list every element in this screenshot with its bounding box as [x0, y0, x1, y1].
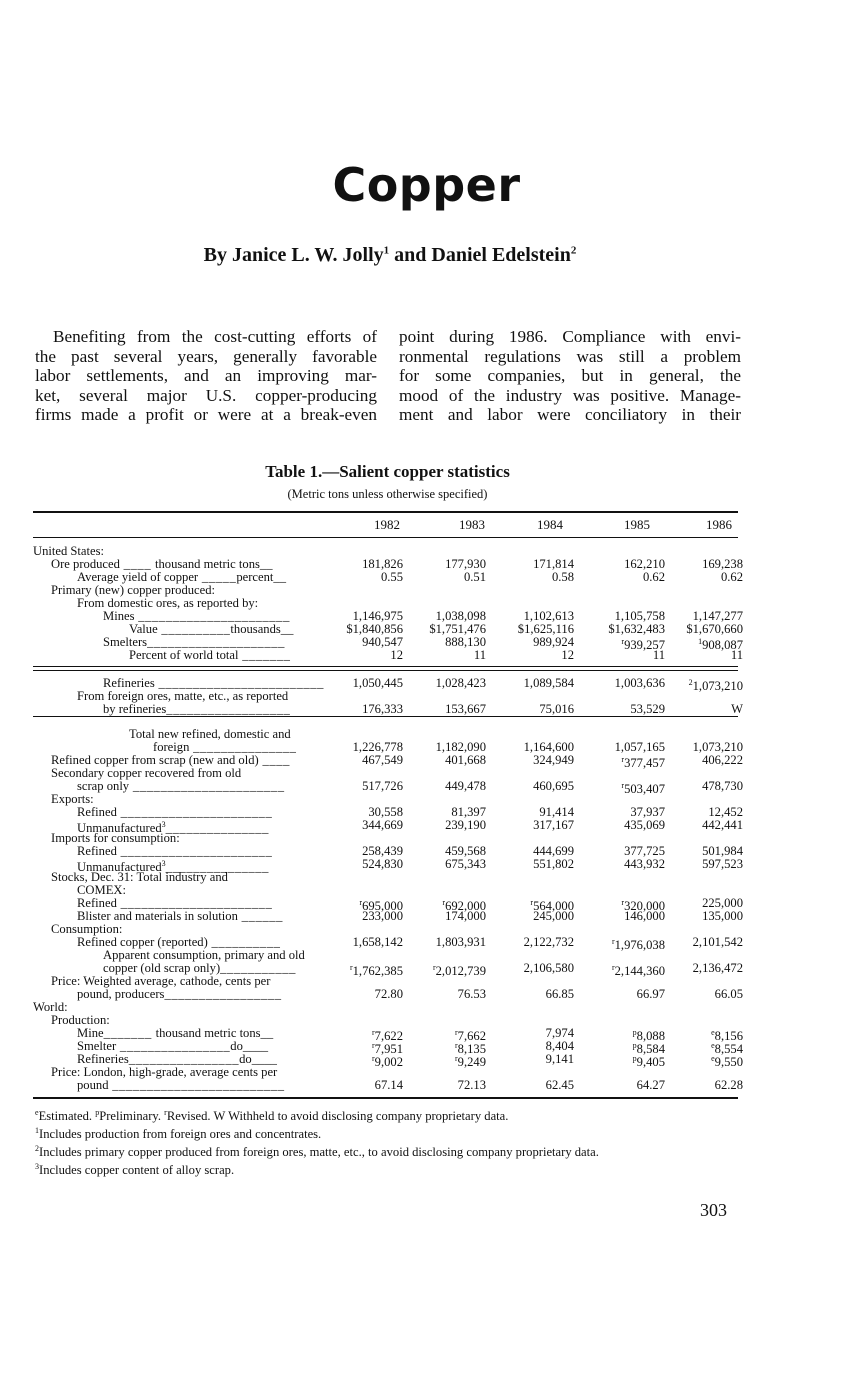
table-cell: 153,667 — [445, 702, 486, 716]
table-cell: 1,057,165 — [614, 740, 665, 754]
table-cell: 1,003,636 — [614, 676, 665, 690]
table-cell: 435,069 — [624, 818, 665, 832]
table-row — [33, 558, 743, 570]
page-number: 303 — [700, 1200, 727, 1220]
table-cell: 989,924 — [533, 635, 574, 649]
table-cell: 675,343 — [445, 857, 486, 871]
table-row — [33, 597, 743, 609]
intro-line: ment and labor were conciliatory in their — [399, 405, 741, 425]
table-cell: 443,932 — [624, 857, 665, 871]
table-cell: W — [731, 702, 743, 716]
year-header: 1982 — [374, 517, 400, 532]
footnote-text: Includes copper content of alloy scrap. — [39, 1163, 235, 1178]
table-row — [33, 818, 743, 836]
table-row — [33, 857, 743, 875]
table-row — [33, 1039, 743, 1057]
row-label: Stocks, Dec. 31: Total industry and — [51, 870, 228, 884]
table-row — [33, 1052, 743, 1070]
table-cell: $^r$695,000 — [359, 898, 403, 914]
table-cell: $^r$7,622 — [371, 1028, 403, 1044]
table-row — [33, 988, 743, 1000]
row-label: From foreign ores, matte, etc., as reported — [77, 689, 289, 703]
table-section-rule — [33, 666, 738, 667]
row-label: Primary (new) copper produced: — [51, 583, 216, 597]
table-cell: 0.51 — [463, 570, 486, 584]
table-cell: $1,625,116 — [517, 622, 574, 636]
table-cell: 169,238 — [702, 557, 743, 571]
row-label: Refined copper from scrap (new and old) ____ — [51, 753, 291, 767]
table-row — [33, 690, 743, 702]
footnote-mark: 2 — [35, 1143, 39, 1153]
table-row — [33, 1066, 743, 1078]
row-label: Unmanufactured$^3$_______________ — [77, 859, 270, 875]
footnotes — [35, 1106, 599, 1178]
table-row — [33, 910, 743, 922]
table-cell: 91,414 — [539, 805, 574, 819]
footnote-mark: 3 — [35, 1161, 39, 1171]
footnote-text: Includes primary copper produced from foreign ores, matte, etc., to avoid disclosing company proprietary data. — [39, 1145, 599, 1160]
row-label: Total new refined, domestic and — [129, 727, 291, 741]
row-label: Refined ______________________ — [77, 805, 273, 819]
table-cell: 53,529 — [630, 702, 665, 716]
year-header: 1986 — [706, 517, 732, 532]
table-row — [33, 779, 743, 797]
table-cell: 888,130 — [445, 635, 486, 649]
table-cell: 467,549 — [362, 753, 403, 767]
byline-note-1: 1 — [383, 244, 390, 257]
footnote-text: Includes production from foreign ores and concentrates. — [39, 1127, 322, 1142]
table-cell: 0.58 — [551, 570, 574, 584]
table-cell: 225,000 — [702, 896, 743, 910]
table-cell: $^r$939,257 — [621, 637, 665, 653]
table-cell: 62.45 — [545, 1078, 574, 1092]
footnote-legend: $^e$Estimated. $^p$Preliminary. $^r$Revised. W Withheld to avoid disclosing company proprietary data. — [35, 1108, 509, 1124]
table-cell: 344,669 — [362, 818, 403, 832]
table-row — [33, 884, 743, 896]
table-row — [33, 703, 743, 715]
table-cell: 1,038,098 — [435, 609, 486, 623]
table-cell: 176,333 — [362, 702, 403, 716]
row-label: Smelters____________________ — [103, 635, 286, 649]
table-cell: $^r$2,012,739 — [432, 963, 486, 979]
table-bottom-rule — [33, 1097, 738, 1099]
table-cell: 1,658,142 — [352, 935, 403, 949]
table-cell: $^e$8,156 — [711, 1028, 743, 1044]
table-row — [33, 1079, 743, 1091]
table-cell: 62.28 — [714, 1078, 743, 1092]
table-header-rule — [33, 537, 738, 538]
footnote — [35, 1142, 599, 1160]
table-row — [33, 767, 743, 779]
byline-author-2: and Daniel Edelstein — [389, 244, 571, 266]
table-cell: 377,725 — [624, 844, 665, 858]
table-cell: $^p$8,088 — [632, 1028, 665, 1044]
table-cell: 1,164,600 — [523, 740, 574, 754]
table-row — [33, 845, 743, 857]
table-cell: 1,089,584 — [523, 676, 574, 690]
table-row — [33, 949, 743, 961]
footnote-preliminary: Preliminary. — [99, 1109, 165, 1124]
table-cell: 2,136,472 — [692, 961, 743, 975]
row-label: Blister and materials in solution ______ — [77, 909, 284, 923]
table-cell: $^r$1,762,385 — [349, 963, 403, 979]
row-label: Refined ______________________ — [77, 844, 273, 858]
table-cell: 30,558 — [368, 805, 403, 819]
table-cell: 0.62 — [720, 570, 743, 584]
table-cell: 449,478 — [445, 779, 486, 793]
table-cell: 1,147,277 — [692, 609, 743, 623]
table-cell: 1,146,975 — [352, 609, 403, 623]
table-section-rule — [33, 670, 738, 671]
row-label: by refineries__________________ — [103, 702, 291, 716]
table-cell: 37,937 — [630, 805, 665, 819]
table-cell: 66.05 — [714, 987, 743, 1001]
table-cell: 597,523 — [702, 857, 743, 871]
row-label: Smelter ________________do____ — [77, 1039, 269, 1053]
row-label: Ore produced ____ thousand metric tons__ — [51, 557, 273, 571]
footnote — [35, 1124, 599, 1142]
table-cell: 501,984 — [702, 844, 743, 858]
table-cell: 460,695 — [533, 779, 574, 793]
byline-author-1: By Janice L. W. Jolly — [203, 244, 384, 266]
footnote-mark: e — [35, 1108, 39, 1117]
row-label: Exports: — [51, 792, 94, 806]
table-cell: 11 — [652, 648, 665, 662]
table-row — [33, 1026, 743, 1044]
table-cell: $^r$564,000 — [530, 898, 574, 914]
table-cell: 11 — [473, 648, 486, 662]
table-row — [33, 571, 743, 583]
table-cell: $^e$8,554 — [711, 1041, 743, 1057]
row-label: pound, producers_________________ — [77, 987, 282, 1001]
row-label: copper (old scrap only)___________ — [103, 961, 297, 975]
intro-line: the past several years, generally favorable — [35, 346, 377, 366]
row-label: foreign _______________ — [153, 740, 297, 754]
table-row — [33, 806, 743, 818]
table-cell: 324,949 — [533, 753, 574, 767]
table-cell: 478,730 — [702, 779, 743, 793]
row-label: Value __________thousands__ — [129, 622, 294, 636]
table-subtitle: (Metric tons unless otherwise specified) — [287, 487, 488, 501]
row-label: Secondary copper recovered from old — [51, 766, 242, 780]
row-label: Mine_______ thousand metric tons__ — [77, 1026, 274, 1040]
table-cell: $1,632,483 — [608, 622, 665, 636]
table-cell: $1,670,660 — [686, 622, 743, 636]
table-cell: $^e$9,550 — [711, 1054, 743, 1070]
footnote — [35, 1160, 599, 1178]
table-cell: 2,122,732 — [523, 935, 574, 949]
table-cell: 135,000 — [702, 909, 743, 923]
table-cell: 81,397 — [451, 805, 486, 819]
table-cell: $^2$1,073,210 — [688, 678, 743, 694]
row-label: scrap only ______________________ — [77, 779, 285, 793]
table-row — [33, 961, 743, 979]
table-cell: $^r$9,249 — [454, 1054, 486, 1070]
table-cell: 1,028,423 — [435, 676, 486, 690]
table-cell: $1,840,856 — [346, 622, 403, 636]
intro-column-left — [35, 327, 377, 425]
table-row — [33, 649, 743, 661]
table-row — [33, 623, 743, 635]
year-header: 1984 — [537, 517, 563, 532]
table-cell: 7,974 — [545, 1026, 574, 1040]
table-cell: 11 — [730, 648, 743, 662]
table-top-rule — [33, 511, 738, 513]
table-cell: 1,073,210 — [692, 740, 743, 754]
table-row — [33, 871, 743, 883]
row-label: Apparent consumption, primary and old — [103, 948, 305, 962]
table-row — [33, 753, 743, 771]
table-cell: $1,751,476 — [429, 622, 486, 636]
row-label: pound _________________________ — [77, 1078, 285, 1092]
row-label: World: — [33, 1000, 68, 1014]
table-cell: $^r$503,407 — [621, 781, 665, 797]
byline — [0, 244, 780, 267]
table-row — [33, 1001, 743, 1013]
table-cell: 2,106,580 — [523, 961, 574, 975]
table-cell: 67.14 — [374, 1078, 403, 1092]
table-cell: 1,050,445 — [352, 676, 403, 690]
table-cell: 940,547 — [362, 635, 403, 649]
row-label: Refineries________________do____ — [77, 1052, 277, 1066]
footnote-withheld: W Withheld to avoid disclosing company proprietary data. — [213, 1109, 509, 1124]
intro-line: Benefiting from the cost-cutting efforts of — [53, 327, 377, 346]
row-label: Refined ______________________ — [77, 896, 273, 910]
table-row — [33, 584, 743, 596]
table-cell: $^r$692,000 — [442, 898, 486, 914]
table-cell: 162,210 — [624, 557, 665, 571]
year-header: 1983 — [459, 517, 485, 532]
row-label: Refined copper (reported) __________ — [77, 935, 281, 949]
intro-line: firms made a profit or were at a break-even — [35, 405, 377, 425]
table-row — [33, 1014, 743, 1026]
table-cell: 174,000 — [445, 909, 486, 923]
table-cell: $^r$8,135 — [454, 1041, 486, 1057]
table-cell: 12,452 — [708, 805, 743, 819]
intro-line: point during 1986. Compliance with envi- — [399, 327, 741, 346]
table-cell: 72.13 — [457, 1078, 486, 1092]
table-cell: $^r$377,457 — [621, 755, 665, 771]
intro-line: ket, several major U.S. copper-producing — [35, 385, 377, 405]
table-row — [33, 741, 743, 753]
table-cell: 12 — [561, 648, 574, 662]
table-cell: 1,803,931 — [435, 935, 486, 949]
table-cell: 551,802 — [533, 857, 574, 871]
table-row — [33, 728, 743, 740]
byline-note-2: 2 — [570, 244, 577, 257]
table-cell: $^r$7,662 — [454, 1028, 486, 1044]
page-title: Copper — [332, 158, 521, 212]
table-row — [33, 832, 743, 844]
table-cell: $^p$8,584 — [632, 1041, 665, 1057]
table-row — [33, 935, 743, 953]
table-cell: 8,404 — [545, 1039, 574, 1053]
table-cell: 258,439 — [362, 844, 403, 858]
table-cell: 2,101,542 — [692, 935, 743, 949]
row-label: Consumption: — [51, 922, 123, 936]
table-cell: 181,826 — [362, 557, 403, 571]
table-cell: $^r$1,976,038 — [611, 937, 665, 953]
row-label: From domestic ores, as reported by: — [77, 596, 259, 610]
table-cell: 0.62 — [642, 570, 665, 584]
table-cell: 75,016 — [539, 702, 574, 716]
table-cell: 1,102,613 — [523, 609, 574, 623]
table-row — [33, 676, 743, 694]
table-row — [33, 923, 743, 935]
row-label: Average yield of copper _____percent__ — [77, 570, 286, 584]
table-cell: $^r$2,144,360 — [611, 963, 665, 979]
table-cell: 459,568 — [445, 844, 486, 858]
intro-line: ronmental regulations was still a problem — [399, 346, 741, 366]
table-cell: $^r$9,002 — [371, 1054, 403, 1070]
table-cell: 524,830 — [362, 857, 403, 871]
table-cell: 177,930 — [445, 557, 486, 571]
row-label: Refineries ________________________ — [103, 676, 325, 690]
intro-line: mood of the industry was positive. Manage- — [399, 385, 741, 405]
table-cell: $^p$9,405 — [632, 1054, 665, 1070]
table-cell: 406,222 — [702, 753, 743, 767]
table-cell: 0.55 — [380, 570, 403, 584]
row-label: Production: — [51, 1013, 110, 1027]
table-cell: 64.27 — [636, 1078, 665, 1092]
table-cell: 444,699 — [533, 844, 574, 858]
table-row — [33, 975, 743, 987]
row-label: Mines ______________________ — [103, 609, 290, 623]
footnote-revised: Revised. — [166, 1109, 214, 1124]
table-cell: $^r$320,000 — [621, 898, 665, 914]
table-row — [33, 896, 743, 914]
table-section-rule — [33, 716, 738, 717]
table-cell: 442,441 — [702, 818, 743, 832]
row-label: Price: Weighted average, cathode, cents per — [51, 974, 271, 988]
intro-line: for some companies, but in general, the — [399, 366, 741, 386]
table-cell: 233,000 — [362, 909, 403, 923]
intro-column-right — [399, 327, 741, 425]
table-cell: 317,167 — [533, 818, 574, 832]
intro-line: labor settlements, and an improving mar- — [35, 366, 377, 386]
row-label: United States: — [33, 544, 105, 558]
table-cell: 401,668 — [445, 753, 486, 767]
table-cell: $^1$908,087 — [698, 637, 743, 653]
table-cell: 171,814 — [533, 557, 574, 571]
table-cell: 12 — [390, 648, 403, 662]
footnote-text: Estimated. — [38, 1109, 96, 1124]
table-row — [33, 545, 743, 557]
table-cell: 66.97 — [636, 987, 665, 1001]
row-label: COMEX: — [77, 883, 126, 897]
table-cell: 72.80 — [374, 987, 403, 1001]
row-label: Unmanufactured$^3$_______________ — [77, 820, 270, 836]
table-cell: 239,190 — [445, 818, 486, 832]
row-label: Price: London, high-grade, average cents per — [51, 1065, 278, 1079]
table-title: Table 1.—Salient copper statistics — [265, 462, 510, 481]
year-header: 1985 — [624, 517, 650, 532]
table-row — [33, 635, 743, 653]
table-cell: $^r$7,951 — [371, 1041, 403, 1057]
table-cell: 76.53 — [457, 987, 486, 1001]
table-cell: 1,226,778 — [352, 740, 403, 754]
table-cell: 1,182,090 — [435, 740, 486, 754]
table-cell: 66.85 — [545, 987, 574, 1001]
row-label: Imports for consumption: — [51, 831, 180, 845]
table-cell: 9,141 — [545, 1052, 574, 1066]
table-row — [33, 793, 743, 805]
table-cell: 146,000 — [624, 909, 665, 923]
table-row — [33, 610, 743, 622]
footnote-mark: 1 — [35, 1125, 39, 1135]
table-cell: 517,726 — [362, 779, 403, 793]
table-cell: 245,000 — [533, 909, 574, 923]
row-label: Percent of world total _______ — [129, 648, 291, 662]
table-cell: 1,105,758 — [614, 609, 665, 623]
